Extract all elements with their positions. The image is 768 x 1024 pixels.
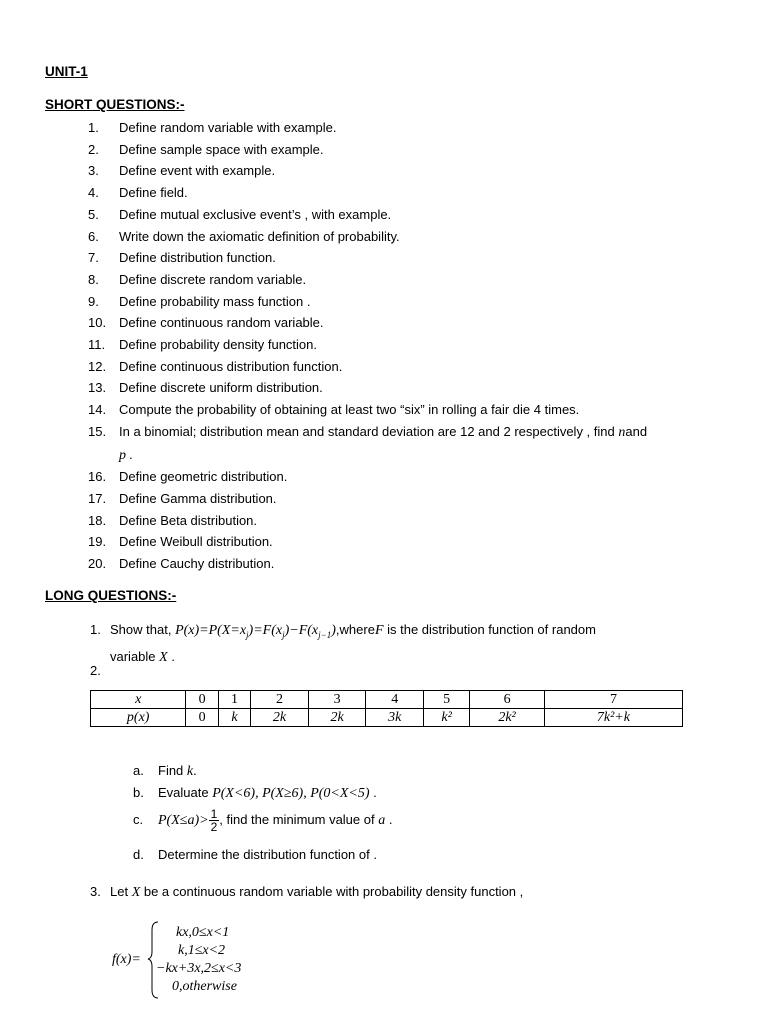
short-question-item: [0, 466, 689, 488]
table-cell: x: [91, 691, 186, 709]
case-2: k,1≤x<2: [178, 943, 226, 958]
question-text: In a binomial; distribution mean and standard deviation are 12 and 2 respectively , find: [119, 423, 619, 439]
question-text: Compute the probability of obtaining at least two “six” in rolling a fair die 4 times.: [119, 402, 580, 418]
long-question-number: 3.: [90, 884, 101, 899]
short-question-item: [0, 269, 689, 291]
case-4: 0,otherwise: [172, 979, 237, 994]
table-cell: 2k²: [470, 709, 545, 727]
unit-title: UNIT-1: [45, 64, 88, 79]
question-number: 7.: [88, 250, 99, 266]
short-question-item: [0, 226, 689, 248]
question-number: 16.: [88, 469, 107, 485]
table-cell: 2: [251, 691, 309, 709]
question-number: 9.: [88, 293, 99, 309]
question-text: Define continuous random variable.: [119, 315, 324, 331]
table-cell: k: [218, 709, 250, 727]
question-text: Define mutual exclusive event’s , with example.: [119, 206, 392, 222]
question-number: 1.: [88, 120, 99, 135]
short-question-item: [0, 160, 689, 182]
question-number: 20.: [88, 556, 107, 572]
question-number: 8.: [88, 271, 99, 287]
question-text: Define geometric distribution.: [119, 469, 288, 485]
short-question-item: [0, 291, 689, 313]
table-row: [91, 691, 683, 709]
table-cell: 1: [218, 691, 250, 709]
question-number: 19.: [88, 534, 107, 550]
short-question-item: [0, 399, 689, 421]
question-text: Write down the axiomatic definition of probability.: [119, 228, 400, 244]
short-question-item: [0, 334, 689, 356]
question-text: Define Beta distribution.: [119, 512, 258, 528]
question-text: Define continuous distribution function.: [119, 358, 343, 374]
probability-distribution-table: [90, 690, 683, 727]
question-text: Define Gamma distribution.: [119, 490, 277, 506]
table-cell: 7k²+k: [544, 709, 682, 727]
question-number: 18.: [88, 512, 107, 528]
sub-question-b: b. Evaluate P(X<6), P(X≥6), P(0<X<5) .: [133, 785, 377, 801]
question-text: Define random variable with example.: [119, 120, 337, 135]
short-question-item: [0, 356, 689, 378]
question-number: 11.: [88, 337, 106, 353]
question-text: Define field.: [119, 185, 188, 201]
case-3: −kx+3x,2≤x<3: [156, 961, 242, 976]
short-question-item: [0, 312, 689, 334]
table-cell: 0: [186, 709, 218, 727]
table-cell: 2k: [308, 709, 366, 727]
short-questions-list: [0, 117, 689, 575]
question-number: 10.: [88, 315, 107, 331]
question-number: 5.: [88, 206, 99, 222]
function-lhs: f(x)=: [112, 952, 141, 967]
table-cell: 5: [423, 691, 469, 709]
table-cell: 3: [308, 691, 366, 709]
long-question-text: Show that,: [110, 622, 172, 637]
short-question-item: [0, 182, 689, 204]
table-cell: 6: [470, 691, 545, 709]
question-text: Define probability mass function .: [119, 293, 311, 309]
question-text: Define discrete uniform distribution.: [119, 380, 323, 396]
question-number: 6.: [88, 228, 99, 244]
short-question-item: [0, 139, 689, 161]
short-question-item: [0, 553, 689, 575]
short-question-item: [0, 510, 689, 532]
question-number: 3.: [88, 163, 99, 179]
question-text: Define event with example.: [119, 163, 276, 179]
case-1: kx,0≤x<1: [176, 925, 230, 940]
fraction: $\frac{1}{2}$: [210, 807, 218, 834]
question-number: 15.: [88, 423, 107, 439]
long-questions-heading: LONG QUESTIONS:-: [45, 588, 177, 603]
table-cell: 2k: [251, 709, 309, 727]
table-cell: 7: [544, 691, 682, 709]
short-question-item: [0, 204, 689, 226]
piecewise-density-function: [112, 920, 312, 1000]
sub-question-d: d. Determine the distribution function of .: [133, 847, 377, 862]
table-cell: 4: [366, 691, 424, 709]
table-row: [91, 709, 683, 727]
question-number: 2.: [88, 141, 99, 157]
formula-pmf: $P(x)=P(X=x_j)=F(x_j)-F(x_{j-1})$: [175, 623, 336, 640]
long-question-text: is the distribution function of random: [383, 622, 596, 637]
long-question-number: 2.: [90, 663, 101, 678]
question-text: Define Weibull distribution.: [119, 534, 273, 550]
left-brace: [148, 922, 158, 998]
table-cell: 3k: [366, 709, 424, 727]
question-text: Define distribution function.: [119, 250, 276, 266]
table-cell: 0: [186, 691, 218, 709]
sub-question-a: a. Find k.: [133, 763, 197, 779]
question-number: 12.: [88, 358, 107, 374]
sub-question-c: c. P(X≤a)> $\frac{1}{2}$ , find the minimum value of a .: [133, 807, 393, 834]
short-question-item: 15. In a binomial; distribution mean and standard deviation are 12 and 2 respectively , find nand p .: [0, 421, 689, 466]
question-text: Define Cauchy distribution.: [119, 556, 275, 572]
question-text: Define sample space with example.: [119, 141, 324, 157]
question-text: Define probability density function.: [119, 337, 318, 353]
question-number: 17.: [88, 490, 107, 506]
table-cell: k²: [423, 709, 469, 727]
short-question-item: [0, 488, 689, 510]
long-question-number: 1.: [90, 622, 101, 637]
question-number: 13.: [88, 380, 107, 396]
long-question-3: 3. Let X be a continuous random variable with probability density function ,: [90, 881, 680, 903]
variable-n: n: [618, 424, 626, 440]
short-question-item: [0, 247, 689, 269]
variable-p: p: [119, 447, 126, 463]
short-question-item: [0, 377, 689, 399]
short-question-item: [0, 117, 689, 139]
short-questions-heading: SHORT QUESTIONS:-: [45, 97, 185, 112]
question-number: 4.: [88, 185, 99, 201]
question-text: Define discrete random variable.: [119, 271, 307, 287]
long-question-1: 1. Show that, $P(x)=P(X=x_j)=F(x_j)-F(x_{j-1}),whereF$ is the distribution function of random variable X .: [90, 619, 680, 668]
short-question-item: [0, 531, 689, 553]
long-question-2: [90, 660, 680, 681]
table-cell: p(x): [91, 709, 186, 727]
long-question-text: where: [339, 622, 375, 637]
question-number: 14.: [88, 402, 107, 418]
